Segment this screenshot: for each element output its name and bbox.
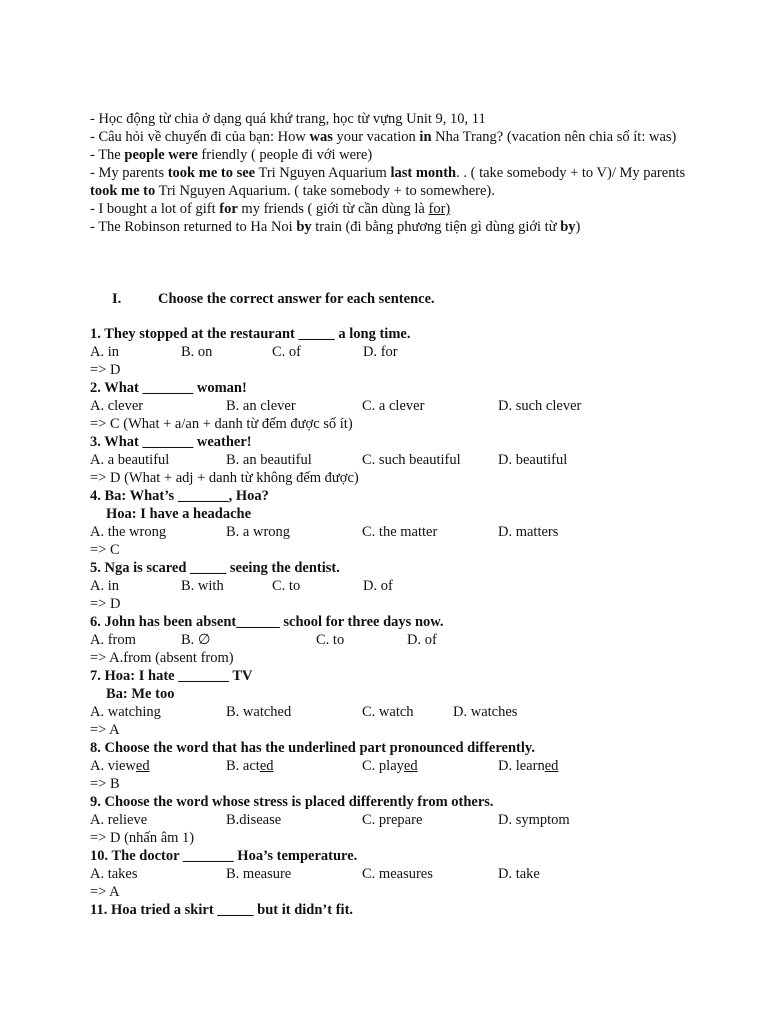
answer-option[interactable] bbox=[226, 451, 362, 469]
question-text: 2. What _______ woman! bbox=[90, 380, 247, 396]
text-run: C. play bbox=[362, 758, 404, 774]
text-run: A. in bbox=[90, 344, 119, 360]
text-run: by bbox=[296, 219, 312, 235]
answer-option[interactable] bbox=[363, 577, 393, 595]
answer-option[interactable] bbox=[362, 865, 498, 883]
question-block bbox=[90, 901, 690, 919]
text-run: last month bbox=[390, 165, 457, 181]
text-run: B. ∅ bbox=[181, 632, 211, 648]
answer-option[interactable] bbox=[90, 811, 226, 829]
answer-option[interactable] bbox=[90, 757, 226, 775]
question-continuation: Ba: Me too bbox=[106, 686, 175, 702]
answer-option[interactable] bbox=[226, 811, 362, 829]
question-text: 10. The doctor _______ Hoa’s temperature. bbox=[90, 848, 358, 864]
answer-option[interactable] bbox=[226, 865, 362, 883]
text-run: ed bbox=[403, 758, 418, 774]
question-block bbox=[90, 487, 690, 559]
section-heading bbox=[90, 290, 690, 308]
answer-option[interactable] bbox=[181, 577, 272, 595]
answer-option[interactable] bbox=[90, 703, 226, 721]
answer-option[interactable] bbox=[362, 397, 498, 415]
question-block bbox=[90, 847, 690, 901]
option-row bbox=[90, 811, 690, 829]
answer-option[interactable] bbox=[362, 451, 498, 469]
answer-option[interactable] bbox=[272, 343, 363, 361]
answer-option[interactable] bbox=[90, 865, 226, 883]
text-run: A. relieve bbox=[90, 812, 148, 828]
text-run: D. watches bbox=[453, 704, 518, 720]
text-run: D. of bbox=[407, 632, 437, 648]
answer-option[interactable] bbox=[226, 703, 362, 721]
text-run: - The bbox=[90, 147, 125, 163]
question-text: 3. What _______ weather! bbox=[90, 434, 252, 450]
text-run: B. measure bbox=[226, 866, 292, 882]
question-list bbox=[90, 325, 690, 919]
text-run: train (đi bằng phương tiện gì dùng giới từ bbox=[311, 219, 561, 235]
answer-option[interactable] bbox=[226, 757, 362, 775]
text-run: ed bbox=[544, 758, 559, 774]
text-run: B. an beautiful bbox=[226, 452, 312, 468]
answer-option[interactable] bbox=[363, 343, 398, 361]
answer-option[interactable] bbox=[90, 523, 226, 541]
text-run: C. to bbox=[316, 632, 345, 648]
option-row bbox=[90, 631, 690, 649]
answer-option[interactable] bbox=[90, 397, 226, 415]
text-run: - My parents bbox=[90, 165, 168, 181]
note-line bbox=[90, 146, 690, 164]
text-run: C. of bbox=[272, 344, 301, 360]
question-block bbox=[90, 739, 690, 793]
question-text: 11. Hoa tried a skirt _____ but it didn’t fit. bbox=[90, 902, 354, 918]
text-run: ed bbox=[135, 758, 150, 774]
option-row bbox=[90, 397, 690, 415]
question-text: 8. Choose the word that has the underlined part pronounced differently. bbox=[90, 740, 535, 756]
text-run: A. the wrong bbox=[90, 524, 167, 540]
text-run: C. a clever bbox=[362, 398, 425, 414]
section-title: Choose the correct answer for each sentence. bbox=[158, 291, 435, 307]
note-line bbox=[90, 110, 690, 128]
text-run: B. a wrong bbox=[226, 524, 291, 540]
text-run: C. measures bbox=[362, 866, 433, 882]
option-row bbox=[90, 757, 690, 775]
text-run: - The Robinson returned to Ha Noi bbox=[90, 219, 297, 235]
answer-key: => C bbox=[90, 542, 120, 558]
text-run: C. such beautiful bbox=[362, 452, 461, 468]
text-run: D. learn bbox=[498, 758, 545, 774]
question-block bbox=[90, 613, 690, 667]
answer-option[interactable] bbox=[90, 577, 181, 595]
study-notes bbox=[90, 110, 690, 236]
option-row bbox=[90, 451, 690, 469]
answer-option[interactable] bbox=[90, 451, 226, 469]
text-run: ) bbox=[575, 219, 581, 235]
option-row bbox=[90, 523, 690, 541]
text-run: D. symptom bbox=[498, 812, 570, 828]
text-run: A. clever bbox=[90, 398, 144, 414]
answer-option[interactable] bbox=[407, 631, 437, 649]
document-page bbox=[90, 110, 690, 919]
text-run: B. an clever bbox=[226, 398, 296, 414]
text-run: D. such clever bbox=[498, 398, 582, 414]
text-run: A. view bbox=[90, 758, 136, 774]
question-block bbox=[90, 325, 690, 379]
text-run: in bbox=[419, 129, 432, 145]
text-run: by bbox=[560, 219, 576, 235]
text-run: - Câu hỏi về chuyến đi của bạn: How bbox=[90, 129, 310, 145]
text-run: C. prepare bbox=[362, 812, 423, 828]
text-run: took me to bbox=[90, 183, 156, 199]
answer-option[interactable] bbox=[362, 703, 453, 721]
question-text: 5. Nga is scared _____ seeing the dentist. bbox=[90, 560, 340, 576]
text-run: friendly ( people đi với were) bbox=[197, 147, 373, 163]
text-run: B. with bbox=[181, 578, 224, 594]
text-run: . . ( take somebody + to V)/ My parents bbox=[456, 165, 686, 181]
text-run: for) bbox=[428, 201, 451, 217]
text-run: A. watching bbox=[90, 704, 161, 720]
text-run: Nha Trang? (vacation nên chia số ít: was) bbox=[431, 129, 677, 145]
answer-key: => B bbox=[90, 776, 120, 792]
text-run: C. to bbox=[272, 578, 301, 594]
answer-option[interactable] bbox=[272, 577, 363, 595]
question-block bbox=[90, 559, 690, 613]
option-row bbox=[90, 577, 690, 595]
answer-option[interactable] bbox=[181, 631, 316, 649]
answer-key: => A bbox=[90, 722, 120, 738]
answer-option[interactable] bbox=[498, 865, 540, 883]
question-text: 9. Choose the word whose stress is placed differently from others. bbox=[90, 794, 494, 810]
option-row bbox=[90, 865, 690, 883]
text-run: B.disease bbox=[226, 812, 282, 828]
answer-option[interactable] bbox=[316, 631, 407, 649]
answer-option[interactable] bbox=[453, 703, 517, 721]
answer-option[interactable] bbox=[90, 343, 181, 361]
answer-option[interactable] bbox=[362, 811, 498, 829]
answer-option[interactable] bbox=[181, 343, 272, 361]
text-run: D. take bbox=[498, 866, 540, 882]
answer-option[interactable] bbox=[498, 811, 570, 829]
answer-option[interactable] bbox=[90, 631, 181, 649]
text-run: D. beautiful bbox=[498, 452, 568, 468]
text-run: A. takes bbox=[90, 866, 138, 882]
text-run: A. in bbox=[90, 578, 119, 594]
answer-option[interactable] bbox=[498, 397, 581, 415]
question-block bbox=[90, 433, 690, 487]
question-text: 7. Hoa: I hate _______ TV bbox=[90, 668, 253, 684]
text-run: B. watched bbox=[226, 704, 292, 720]
text-run: A. from bbox=[90, 632, 136, 648]
answer-key: => C (What + a/an + danh từ đếm được số ít) bbox=[90, 416, 353, 432]
note-line bbox=[90, 128, 690, 146]
option-row bbox=[90, 703, 690, 721]
note-line bbox=[90, 218, 690, 236]
text-run: D. for bbox=[363, 344, 398, 360]
answer-option[interactable] bbox=[362, 523, 498, 541]
note-line bbox=[90, 164, 690, 200]
answer-option[interactable] bbox=[226, 523, 362, 541]
text-run: - I bought a lot of gift bbox=[90, 201, 220, 217]
text-run: - Học động từ chia ở dạng quá khứ trang, học từ vựng Unit 9, 10, 11 bbox=[90, 111, 486, 127]
text-run: B. on bbox=[181, 344, 213, 360]
question-block bbox=[90, 793, 690, 847]
answer-option[interactable] bbox=[498, 451, 567, 469]
answer-option[interactable] bbox=[226, 397, 362, 415]
text-run: B. act bbox=[226, 758, 260, 774]
note-line bbox=[90, 200, 690, 218]
question-continuation: Hoa: I have a headache bbox=[106, 506, 251, 522]
question-block bbox=[90, 667, 690, 739]
question-text: 4. Ba: What’s _______, Hoa? bbox=[90, 488, 269, 504]
text-run: D. of bbox=[363, 578, 393, 594]
answer-key: => D (What + adj + danh từ không đếm được) bbox=[90, 470, 359, 486]
answer-key: => D bbox=[90, 362, 121, 378]
text-run: was bbox=[309, 129, 333, 145]
question-text: 1. They stopped at the restaurant _____ a long time. bbox=[90, 326, 411, 342]
text-run: D. matters bbox=[498, 524, 559, 540]
option-row bbox=[90, 343, 690, 361]
text-run: Tri Nguyen Aquarium. ( take somebody + to somewhere). bbox=[155, 183, 495, 199]
answer-option[interactable] bbox=[498, 523, 558, 541]
text-run: Tri Nguyen Aquarium bbox=[255, 165, 391, 181]
answer-option[interactable] bbox=[498, 757, 558, 775]
answer-key: => A bbox=[90, 884, 120, 900]
question-block bbox=[90, 379, 690, 433]
text-run: A. a beautiful bbox=[90, 452, 170, 468]
text-run: ed bbox=[259, 758, 274, 774]
answer-key: => D (nhấn âm 1) bbox=[90, 830, 195, 846]
answer-key: => D bbox=[90, 596, 121, 612]
question-text: 6. John has been absent______ school for three days now. bbox=[90, 614, 444, 630]
text-run: my friends ( giới từ cần dùng là bbox=[237, 201, 429, 217]
text-run: your vacation bbox=[332, 129, 420, 145]
text-run: took me to see bbox=[167, 165, 256, 181]
spacer bbox=[90, 236, 690, 290]
text-run: for bbox=[219, 201, 238, 217]
section-number: I. bbox=[112, 291, 122, 307]
text-run: C. watch bbox=[362, 704, 414, 720]
text-run: C. the matter bbox=[362, 524, 438, 540]
text-run: people were bbox=[124, 147, 198, 163]
answer-option[interactable] bbox=[362, 757, 498, 775]
answer-key: => A.from (absent from) bbox=[90, 650, 234, 666]
